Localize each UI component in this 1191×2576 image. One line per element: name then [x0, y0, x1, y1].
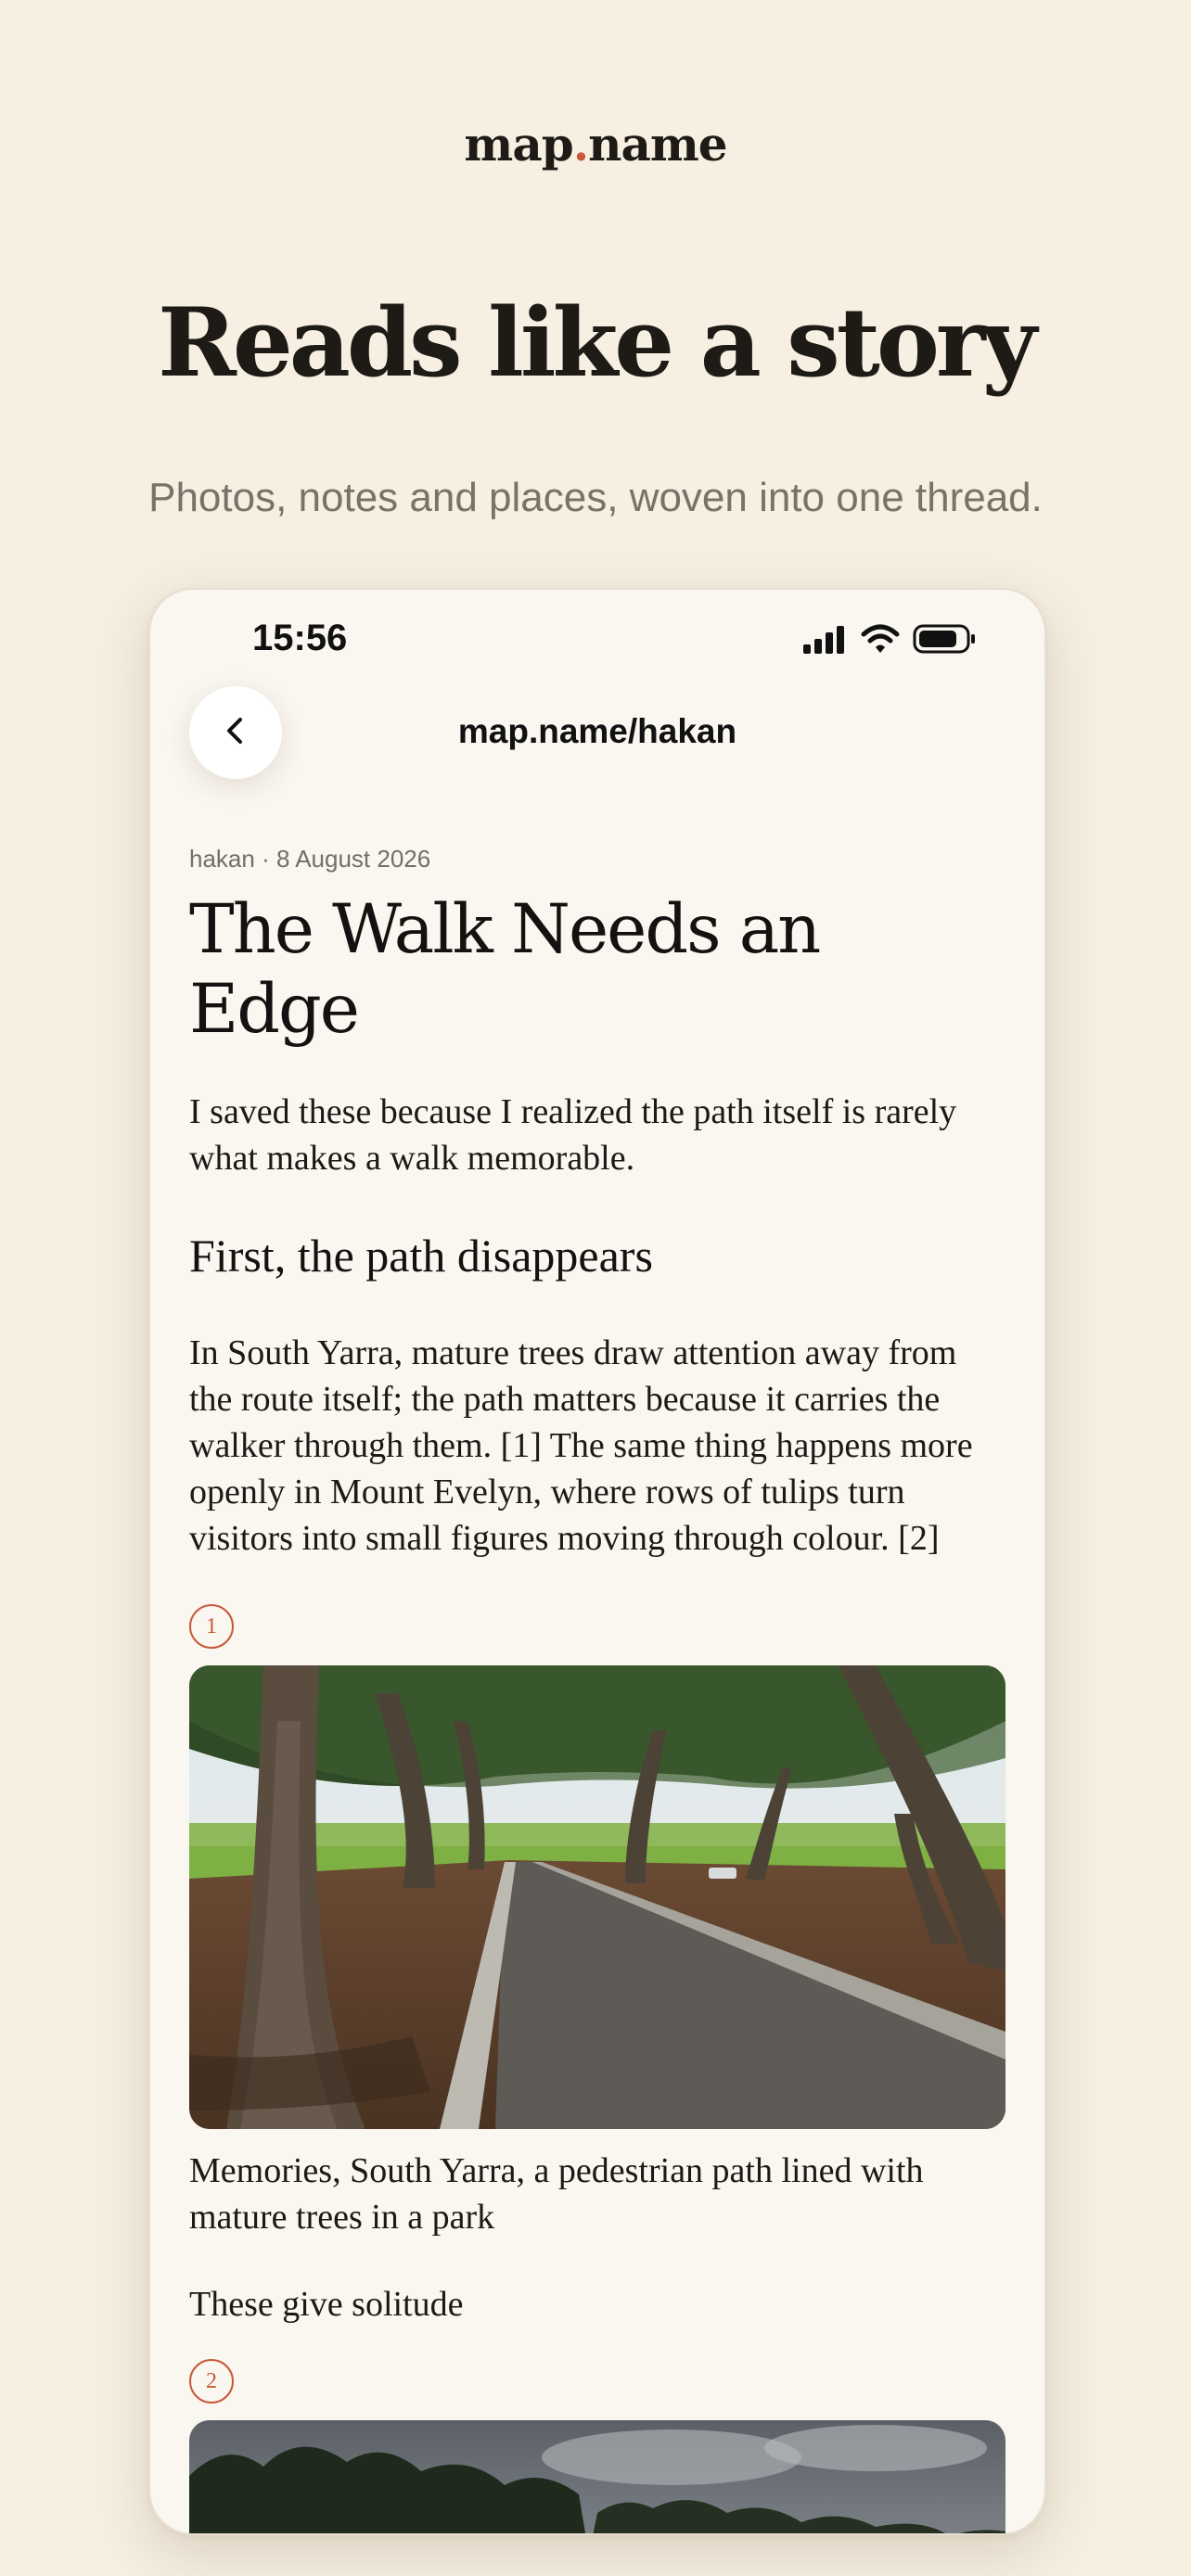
section-heading: First, the path disappears	[189, 1230, 653, 1282]
photo-note-1: These give solitude	[189, 2285, 464, 2324]
article-paragraph: In South Yarra, mature trees draw attention away from the route itself; the path matters because it carries the walker through them. [1] The same thing happens more openly in Mount Evelyn, where rows of tulips turn visitors into small figures moving through colour. [2]	[189, 1333, 973, 1558]
battery-icon	[913, 623, 978, 658]
photo-tree-lined-path[interactable]	[189, 1665, 1005, 2129]
nav-url[interactable]: map.name/hakan	[457, 712, 737, 750]
phone-mockup	[148, 588, 1046, 2535]
status-time: 15:56	[252, 618, 348, 658]
reference-badge-2[interactable]: 2	[189, 2359, 234, 2404]
article-title: The Walk Needs an Edge	[189, 890, 820, 1049]
wifi-icon	[861, 624, 900, 657]
photo-cloudy-trees[interactable]	[189, 2420, 1005, 2535]
status-icons	[801, 623, 978, 658]
article-byline: hakan · 8 August 2026	[189, 845, 431, 873]
article	[189, 840, 1005, 2535]
article-intro: I saved these because I realized the path itself is rarely what makes a walk memorable.	[189, 1092, 957, 1178]
brand-logo: map.name	[464, 117, 727, 172]
reference-badge-1[interactable]: 1	[189, 1604, 234, 1649]
hero-subtitle: Photos, notes and places, woven into one thread.	[148, 475, 1043, 520]
photo-caption-1: Memories, South Yarra, a pedestrian path lined with mature trees in a park	[189, 2151, 924, 2237]
cellular-signal-icon	[801, 624, 848, 657]
hero-title: Reads like a story	[158, 287, 1033, 399]
